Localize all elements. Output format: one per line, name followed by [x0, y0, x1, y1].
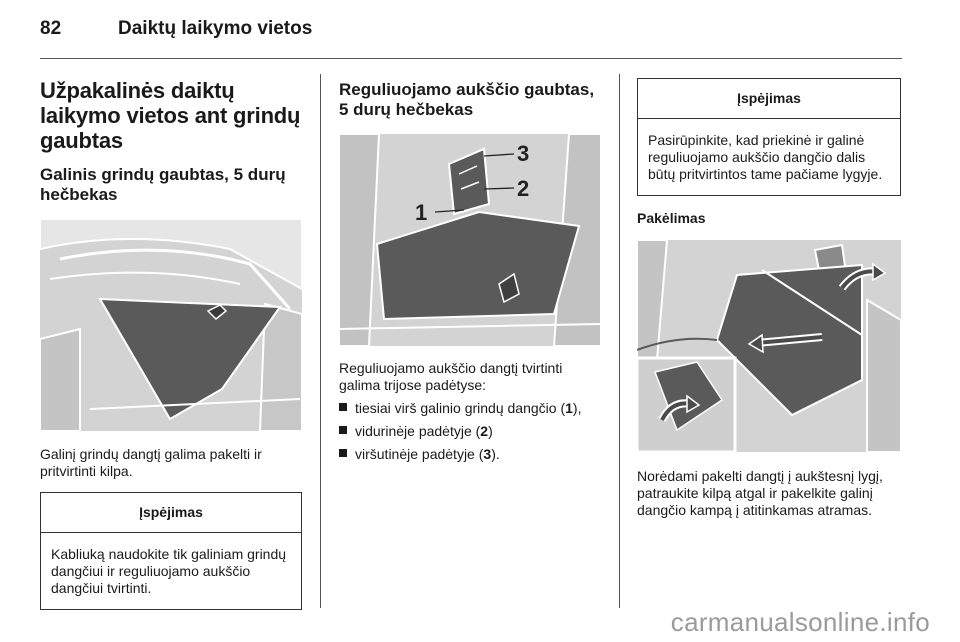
warning-heading: Įspėjimas	[41, 493, 301, 533]
subsection-title-rear-floor-cover: Galinis grindų gaubtas, 5 durų hečbekas	[40, 165, 286, 204]
warning-box-level	[637, 78, 901, 196]
adjustable-cover-intro: Reguliuojamo aukščio dangtį tvirtinti galima trijose padėtyse:	[339, 360, 563, 393]
section-title: Užpakalinės daiktų laikymo vietos ant grindų gaubtas	[40, 78, 301, 153]
column-2	[339, 74, 601, 469]
column-divider-1	[320, 74, 321, 608]
warning-heading: Įspėjimas	[638, 79, 900, 119]
bullet-icon	[339, 426, 347, 434]
figure-label-3: 3	[517, 141, 530, 166]
figure-label-1: 1	[415, 200, 428, 225]
subsection-title-lifting: Pakėlimas	[637, 210, 706, 226]
lifting-illustration	[637, 240, 901, 452]
warning-text: Kabliuką naudokite tik galiniam grindų dangčiui ir reguliuojamo aukščio dangčiui tvirtinti.	[51, 546, 287, 596]
header-rule	[40, 58, 902, 59]
watermark: carmanualsonline.info	[670, 607, 930, 637]
column-1	[40, 74, 302, 610]
subsection-title-adjustable-cover: Reguliuojamo aukščio gaubtas, 5 durų hečbekas	[339, 80, 595, 119]
rear-floor-cover-illustration	[40, 219, 302, 431]
column-divider-2	[619, 74, 620, 608]
adjustable-cover-illustration	[339, 134, 601, 346]
figure-label-2: 2	[517, 176, 530, 201]
position-item-2: vidurinėje padėtyje (2)	[339, 423, 601, 440]
warning-box-hook	[40, 492, 302, 610]
page-number: 82	[40, 18, 62, 39]
column-3	[637, 74, 901, 519]
position-item-3: viršutinėje padėtyje (3).	[339, 446, 601, 463]
rear-floor-cover-text: Galinį grindų dangtį galima pakelti ir pritvirtinti kilpa.	[40, 446, 262, 479]
position-item-1: tiesiai virš galinio grindų dangčio (1),	[339, 400, 601, 417]
page-title: Daiktų laikymo vietos	[118, 18, 313, 39]
bullet-icon	[339, 449, 347, 457]
warning-text: Pasirūpinkite, kad priekinė ir galinė reguliuojamo aukščio dangčio dalis būtų pritvirtintos tame pačiame lygyje.	[648, 132, 883, 182]
bullet-icon	[339, 403, 347, 411]
lifting-text: Norėdami pakelti dangtį į aukštesnį lygį, patraukite kilpą atgal ir pakelkite galinį dangčio kampą į atitinkamas atramas.	[637, 468, 883, 518]
page-header	[40, 18, 900, 48]
position-list	[339, 400, 601, 463]
